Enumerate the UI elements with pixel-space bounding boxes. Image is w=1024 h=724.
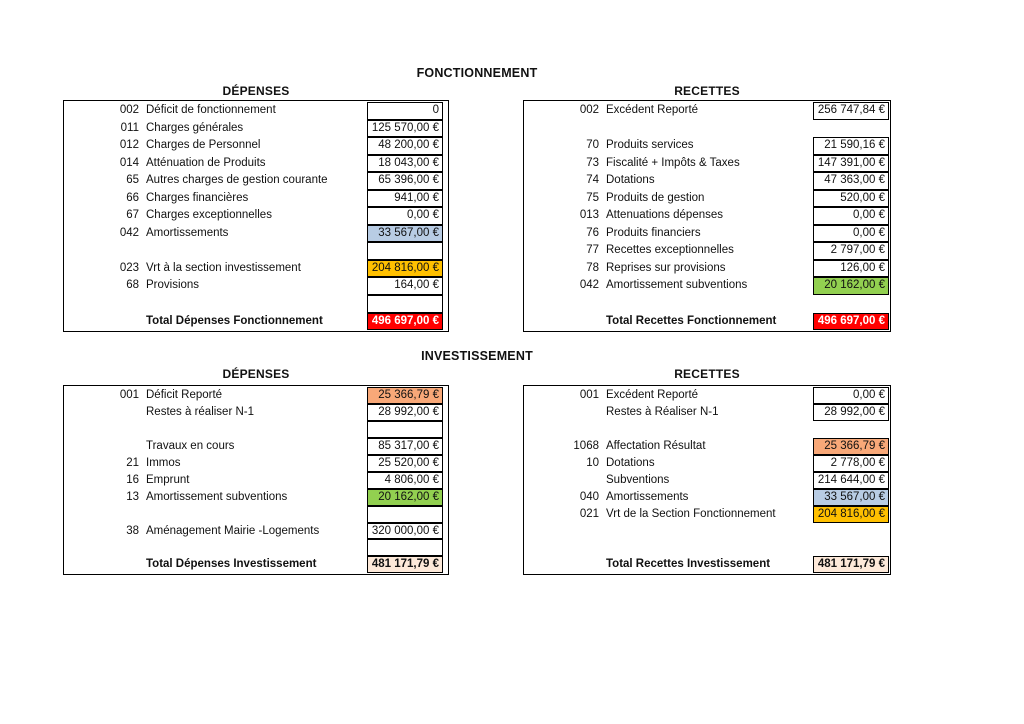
value-cell: 33 567,00 € xyxy=(813,489,889,506)
value-cell: 204 816,00 € xyxy=(813,506,889,523)
account-code: 1068 xyxy=(573,439,599,452)
account-code xyxy=(64,242,139,260)
row-label: Travaux en cours xyxy=(146,439,235,452)
row-label: Attenuations dépenses xyxy=(606,209,724,222)
total-label: Total Dépenses Investissement xyxy=(146,558,317,571)
row-label xyxy=(139,506,367,523)
table-row xyxy=(524,190,890,208)
value-cell xyxy=(367,242,443,260)
row-label xyxy=(599,539,813,556)
row-label xyxy=(139,539,367,556)
table-row xyxy=(64,472,448,489)
row-label xyxy=(139,295,367,313)
row-label: Reprises sur provisions xyxy=(606,261,726,274)
account-code: 76 xyxy=(586,226,599,239)
account-code xyxy=(524,313,599,331)
account-code: 012 xyxy=(119,139,139,152)
account-code: 65 xyxy=(126,174,139,187)
account-code: 67 xyxy=(126,209,139,222)
table-row xyxy=(524,242,890,260)
row-label: Subventions xyxy=(606,473,670,486)
value-cell: 256 747,84 € xyxy=(813,102,889,120)
row-label: Amortissements xyxy=(146,226,229,239)
value-cell xyxy=(813,421,889,438)
account-code: 10 xyxy=(586,456,599,469)
row-label: Vrt à la section investissement xyxy=(146,261,301,274)
table-row xyxy=(64,102,448,120)
account-code: 040 xyxy=(579,490,599,503)
value-cell xyxy=(813,523,889,540)
table-row xyxy=(524,172,890,190)
account-code: 002 xyxy=(579,104,599,116)
account-code xyxy=(64,313,139,331)
table-row xyxy=(524,472,890,489)
account-code: 21 xyxy=(126,456,139,469)
row-label: Recettes exceptionnelles xyxy=(606,244,734,257)
panel-fonctionnement-recettes xyxy=(523,100,891,332)
table-row xyxy=(524,102,890,120)
total-label: Total Recettes Investissement xyxy=(606,558,771,571)
row-label: Excédent Reporté xyxy=(606,389,699,401)
column-header-recettes-investissement: RECETTES xyxy=(674,367,740,381)
row-label: Restes à réaliser N-1 xyxy=(146,405,255,418)
row-label: Charges exceptionnelles xyxy=(146,209,272,222)
column-header-recettes-fonctionnement: RECETTES xyxy=(674,84,740,98)
column-header-depenses-fonctionnement: DÉPENSES xyxy=(222,84,290,98)
panel-fonctionnement-depenses xyxy=(63,100,449,332)
value-cell: 25 366,79 € xyxy=(367,387,443,404)
account-code xyxy=(524,295,599,313)
value-cell: 2 778,00 € xyxy=(813,455,889,472)
value-cell: 0,00 € xyxy=(813,207,889,225)
table-row xyxy=(524,277,890,295)
table-row xyxy=(524,539,890,556)
account-code: 014 xyxy=(119,156,139,169)
panel-investissement-depenses xyxy=(63,385,449,575)
value-cell: 65 396,00 € xyxy=(367,172,443,190)
row-label xyxy=(599,421,813,438)
value-cell: 0,00 € xyxy=(813,387,889,404)
row-label xyxy=(599,295,813,313)
table-row xyxy=(524,523,890,540)
row-label: Charges générales xyxy=(146,121,244,134)
value-cell: 20 162,00 € xyxy=(367,489,443,506)
table-row xyxy=(64,421,448,438)
account-code xyxy=(524,523,599,540)
row-label: Amortissement subventions xyxy=(146,490,288,503)
table-row xyxy=(64,137,448,155)
value-cell: 214 644,00 € xyxy=(813,472,889,489)
total-row xyxy=(524,556,890,573)
account-code: 77 xyxy=(586,244,599,257)
account-code: 011 xyxy=(120,121,139,134)
value-cell: 320 000,00 € xyxy=(367,523,443,540)
value-cell: 164,00 € xyxy=(367,277,443,295)
table-row xyxy=(64,277,448,295)
row-label: Amortissement subventions xyxy=(606,279,748,292)
account-code xyxy=(524,556,599,573)
account-code xyxy=(64,404,139,421)
total-label: Total Dépenses Fonctionnement xyxy=(146,314,323,327)
account-code: 75 xyxy=(586,191,599,204)
total-value-cell: 496 697,00 € xyxy=(367,313,443,331)
table-row xyxy=(64,506,448,523)
table-row xyxy=(64,438,448,455)
table-row xyxy=(64,455,448,472)
value-cell: 28 992,00 € xyxy=(367,404,443,421)
table-row xyxy=(524,404,890,421)
account-code xyxy=(524,539,599,556)
value-cell: 2 797,00 € xyxy=(813,242,889,260)
row-label: Affectation Résultat xyxy=(606,439,706,452)
table-row xyxy=(64,523,448,540)
total-row xyxy=(524,313,890,331)
value-cell: 520,00 € xyxy=(813,190,889,208)
value-cell xyxy=(367,295,443,313)
total-row xyxy=(64,313,448,331)
table-row xyxy=(524,489,890,506)
row-label: Aménagement Mairie -Logements xyxy=(146,524,320,537)
table-row xyxy=(64,155,448,173)
value-cell: 47 363,00 € xyxy=(813,172,889,190)
table-row xyxy=(64,207,448,225)
row-label: Dotations xyxy=(606,174,655,187)
row-label: Déficit de fonctionnement xyxy=(146,104,276,116)
value-cell: 125 570,00 € xyxy=(367,120,443,138)
account-code: 023 xyxy=(119,261,139,274)
row-label: Vrt de la Section Fonctionnement xyxy=(606,507,776,520)
total-value-cell: 481 171,79 € xyxy=(367,556,443,573)
table-row xyxy=(524,421,890,438)
value-cell xyxy=(367,421,443,438)
row-label: Atténuation de Produits xyxy=(146,156,266,169)
table-row xyxy=(524,207,890,225)
row-label xyxy=(139,421,367,438)
account-code: 001 xyxy=(579,389,599,401)
section-title-fonctionnement: FONCTIONNEMENT xyxy=(416,66,538,80)
value-cell: 126,00 € xyxy=(813,260,889,278)
account-code xyxy=(64,421,139,438)
value-cell: 941,00 € xyxy=(367,190,443,208)
row-label: Charges de Personnel xyxy=(146,139,261,152)
table-row xyxy=(524,295,890,313)
total-label: Total Recettes Fonctionnement xyxy=(606,314,777,327)
value-cell: 204 816,00 € xyxy=(367,260,443,278)
value-cell: 147 391,00 € xyxy=(813,155,889,173)
value-cell: 0 xyxy=(367,102,443,120)
account-code: 021 xyxy=(579,507,599,520)
row-label: Provisions xyxy=(146,279,200,292)
column-header-depenses-investissement: DÉPENSES xyxy=(222,367,290,381)
table-row xyxy=(64,120,448,138)
table-row xyxy=(524,137,890,155)
table-row xyxy=(64,539,448,556)
account-code: 002 xyxy=(119,104,139,116)
table-row xyxy=(64,242,448,260)
account-code xyxy=(524,421,599,438)
row-label: Fiscalité + Impôts & Taxes xyxy=(606,156,740,169)
row-label xyxy=(599,523,813,540)
account-code: 001 xyxy=(119,389,139,401)
account-code: 70 xyxy=(586,139,599,152)
account-code xyxy=(64,438,139,455)
row-label: Produits services xyxy=(606,139,694,152)
table-row xyxy=(524,120,890,138)
account-code xyxy=(64,556,139,573)
row-label: Amortissements xyxy=(606,490,689,503)
total-value-cell: 496 697,00 € xyxy=(813,313,889,331)
account-code xyxy=(524,404,599,421)
row-label: Autres charges de gestion courante xyxy=(146,174,328,187)
row-label: Restes à Réaliser N-1 xyxy=(606,405,719,418)
table-row xyxy=(524,260,890,278)
account-code: 66 xyxy=(126,191,139,204)
value-cell: 21 590,16 € xyxy=(813,137,889,155)
value-cell: 18 043,00 € xyxy=(367,155,443,173)
table-row xyxy=(64,404,448,421)
row-label: Immos xyxy=(146,456,181,469)
total-row xyxy=(64,556,448,573)
value-cell xyxy=(813,120,889,138)
account-code xyxy=(524,472,599,489)
row-label: Produits de gestion xyxy=(606,191,705,204)
value-cell: 25 520,00 € xyxy=(367,455,443,472)
row-label: Excédent Reporté xyxy=(606,104,699,116)
account-code: 16 xyxy=(126,473,139,486)
account-code: 78 xyxy=(586,261,599,274)
table-row xyxy=(524,225,890,243)
value-cell xyxy=(813,539,889,556)
table-row xyxy=(64,225,448,243)
total-value-cell: 481 171,79 € xyxy=(813,556,889,573)
table-row xyxy=(64,489,448,506)
account-code: 042 xyxy=(119,226,139,239)
row-label: Dotations xyxy=(606,456,655,469)
account-code: 13 xyxy=(126,490,139,503)
row-label: Produits financiers xyxy=(606,226,701,239)
table-row xyxy=(64,260,448,278)
value-cell: 48 200,00 € xyxy=(367,137,443,155)
account-code: 68 xyxy=(126,279,139,292)
row-label: Charges financières xyxy=(146,191,249,204)
account-code xyxy=(64,295,139,313)
panel-investissement-recettes xyxy=(523,385,891,575)
value-cell: 4 806,00 € xyxy=(367,472,443,489)
value-cell: 0,00 € xyxy=(367,207,443,225)
table-row xyxy=(64,190,448,208)
value-cell xyxy=(813,295,889,313)
account-code xyxy=(524,120,599,138)
value-cell: 33 567,00 € xyxy=(367,225,443,243)
table-row xyxy=(524,455,890,472)
table-row xyxy=(64,387,448,404)
value-cell: 85 317,00 € xyxy=(367,438,443,455)
account-code: 013 xyxy=(579,209,599,222)
account-code: 38 xyxy=(126,524,139,537)
row-label xyxy=(139,242,367,260)
row-label: Déficit Reporté xyxy=(146,389,223,401)
table-row xyxy=(524,438,890,455)
table-row xyxy=(524,506,890,523)
value-cell xyxy=(367,506,443,523)
value-cell xyxy=(367,539,443,556)
account-code xyxy=(64,506,139,523)
value-cell: 0,00 € xyxy=(813,225,889,243)
account-code xyxy=(64,539,139,556)
account-code: 042 xyxy=(579,279,599,292)
account-code: 74 xyxy=(586,174,599,187)
value-cell: 20 162,00 € xyxy=(813,277,889,295)
section-title-investissement: INVESTISSEMENT xyxy=(421,349,533,363)
table-row xyxy=(64,295,448,313)
row-label xyxy=(599,120,813,138)
account-code: 73 xyxy=(586,156,599,169)
table-row xyxy=(524,155,890,173)
row-label: Emprunt xyxy=(146,473,190,486)
value-cell: 28 992,00 € xyxy=(813,404,889,421)
table-row xyxy=(524,387,890,404)
table-row xyxy=(64,172,448,190)
value-cell: 25 366,79 € xyxy=(813,438,889,455)
